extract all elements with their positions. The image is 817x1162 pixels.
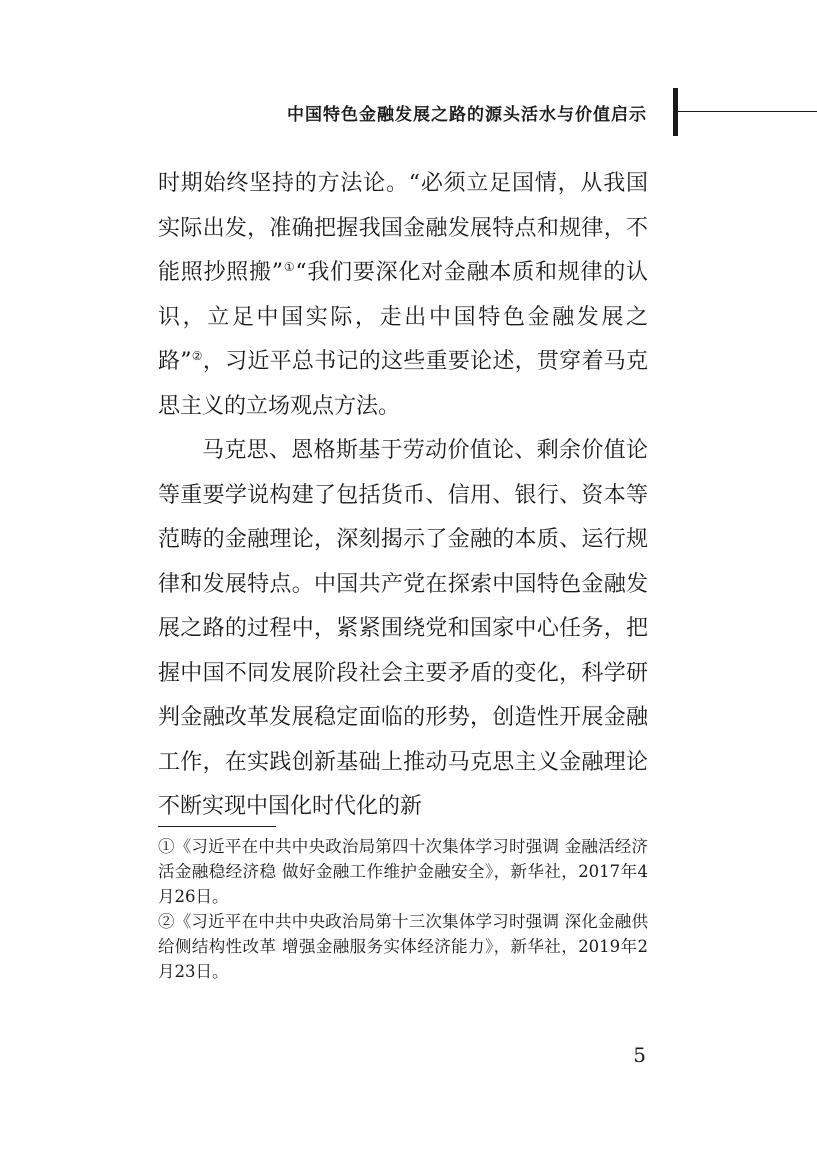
paragraph-1 [158,162,648,429]
footnote-separator [158,826,276,827]
body-text [158,162,648,830]
running-header-title: 中国特色金融发展之路的源头活水与价值启示 [287,105,647,125]
footnotes [158,834,648,984]
page-number: 5 [633,1043,646,1067]
header-vertical-bar [673,88,678,136]
footnote-2: ②《习近平在中共中央政治局第十三次集体学习时强调 深化金融供给侧结构性改革 增强金融服务实体经济能力》，新华社，2019年2月23日。 [158,912,648,981]
paragraph-1-text-a: 时期始终坚持的方法论。“必须立足国情，从我国实际出发，准确把握我国金融发展特点和规律，不能照抄照搬” [158,171,648,285]
paragraph-2: 马克思、恩格斯基于劳动价值论、剩余价值论等重要学说构建了包括货币、信用、银行、资本等范畴的金融理论，深刻揭示了金融的本质、运行规律和发展特点。中国共产党在探索中国特色金融发展之路的过程中，紧紧围绕党和国家中心任务，把握中国不同发展阶段社会主要矛盾的变化，科学研判金融改革发展稳定面临的形势，创造性开展金融工作，在实践创新基础上推动马克思主义金融理论不断实现中国化时代化的新 [158,438,648,819]
footnote-1: ①《习近平在中共中央政治局第四十次集体学习时强调 金融活经济活金融稳经济稳 做好金融工作维护金融安全》，新华社，2017年4月26日。 [158,837,648,906]
header-rule-line [678,111,817,112]
footnote-ref-1: ① [283,260,296,274]
paragraph-1-text-c: ，习近平总书记的这些重要论述，贯穿着马克思主义的立场观点方法。 [158,349,649,419]
footnote-ref-2: ② [191,349,203,363]
paragraph-1-text-b: “我们要深化对金融本质和规律的认识，立足中国实际，走出中国特色金融发展之路” [158,260,649,374]
